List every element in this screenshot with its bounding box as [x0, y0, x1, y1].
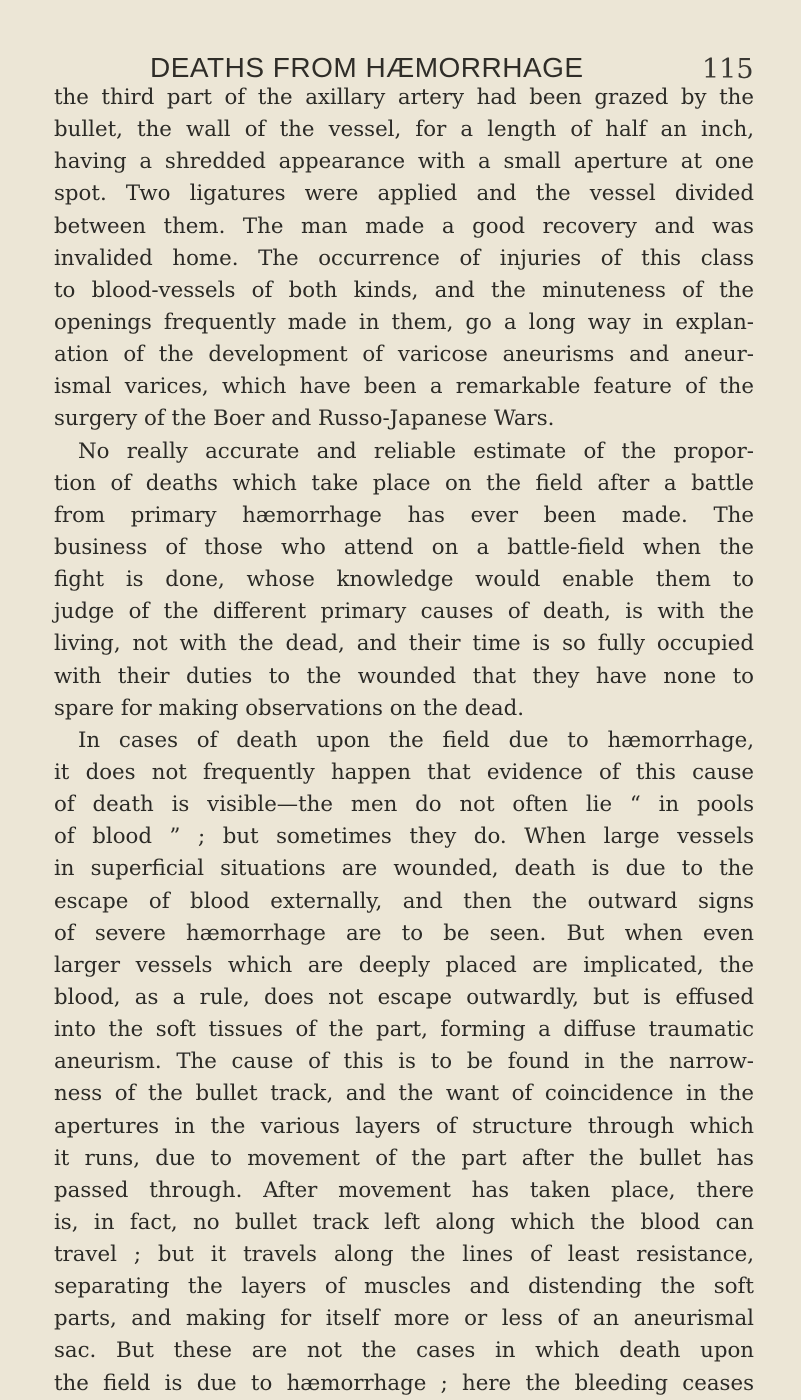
body-text: [54, 82, 754, 1400]
text-line: with their duties to the wounded that they have none to: [54, 663, 754, 689]
text-line: between them. The man made a good recovery and was: [54, 213, 754, 239]
text-line: living, not with the dead, and their time is so fully occupied: [54, 631, 754, 657]
text-line: of severe hæmorrhage are to be seen. But when even: [54, 920, 754, 946]
text-line: openings frequently made in them, go a long way in explan-: [54, 309, 754, 335]
text-line: separating the layers of muscles and distending the soft: [54, 1274, 754, 1300]
text-line: fight is done, whose knowledge would enable them to: [54, 567, 754, 593]
text-line: parts, and making for itself more or less of an aneurismal: [54, 1306, 754, 1332]
text-line: of blood ” ; but sometimes they do. When large vessels: [54, 824, 754, 850]
text-line: judge of the different primary causes of death, is with the: [54, 599, 754, 625]
text-line: from primary hæmorrhage has ever been made. The: [54, 502, 754, 528]
text-line: larger vessels which are deeply placed are implicated, the: [54, 952, 754, 978]
text-line: spare for making observations on the dead.: [54, 695, 524, 721]
running-head: DEATHS FROM HÆMORRHAGE: [150, 52, 584, 83]
text-line: it runs, due to movement of the part after the bullet has: [54, 1145, 754, 1171]
text-line: ness of the bullet track, and the want of coincidence in the: [54, 1081, 754, 1107]
text-line: bullet, the wall of the vessel, for a length of half an inch,: [54, 117, 754, 143]
text-line: escape of blood externally, and then the outward signs: [54, 888, 754, 914]
text-line: business of those who attend on a battle-field when the: [54, 534, 754, 560]
text-line: surgery of the Boer and Russo-Japanese Wars.: [54, 406, 555, 432]
text-line: into the soft tissues of the part, forming a diffuse traumatic: [54, 1017, 754, 1043]
paragraph-first-line: No really accurate and reliable estimate of the propor-: [78, 438, 754, 464]
text-line: ismal varices, which have been a remarkable feature of the: [54, 374, 754, 400]
text-line: ation of the development of varicose aneurisms and aneur-: [54, 342, 754, 368]
text-line: travel ; but it travels along the lines of least resistance,: [54, 1242, 754, 1268]
text-line: of death is visible—the men do not often lie “ in pools: [54, 792, 754, 818]
paragraph-first-line: In cases of death upon the field due to hæmorrhage,: [78, 727, 754, 753]
text-line: the third part of the axillary artery had been grazed by the: [54, 85, 754, 110]
text-line: it does not frequently happen that evidence of this cause: [54, 759, 754, 785]
text-line: tion of deaths which take place on the field after a battle: [54, 470, 754, 496]
text-line: the field is due to hæmorrhage ; here the bleeding ceases: [54, 1370, 754, 1396]
text-line: passed through. After movement has taken place, there: [54, 1177, 754, 1203]
text-line: having a shredded appearance with a small aperture at one: [54, 149, 754, 175]
text-line: spot. Two ligatures were applied and the vessel divided: [54, 181, 754, 207]
text-line: apertures in the various layers of structure through which: [54, 1113, 754, 1139]
text-line: is, in fact, no bullet track left along which the blood can: [54, 1209, 754, 1235]
text-line: sac. But these are not the cases in which death upon: [54, 1338, 754, 1364]
text-line: in superficial situations are wounded, death is due to the: [54, 856, 754, 882]
page-number: 115: [702, 54, 754, 85]
text-line: aneurism. The cause of this is to be found in the narrow-: [54, 1049, 754, 1075]
text-line: blood, as a rule, does not escape outwardly, but is effused: [54, 984, 754, 1010]
text-line: invalided home. The occurrence of injuries of this class: [54, 245, 754, 271]
text-line: to blood-vessels of both kinds, and the minuteness of the: [54, 277, 754, 303]
